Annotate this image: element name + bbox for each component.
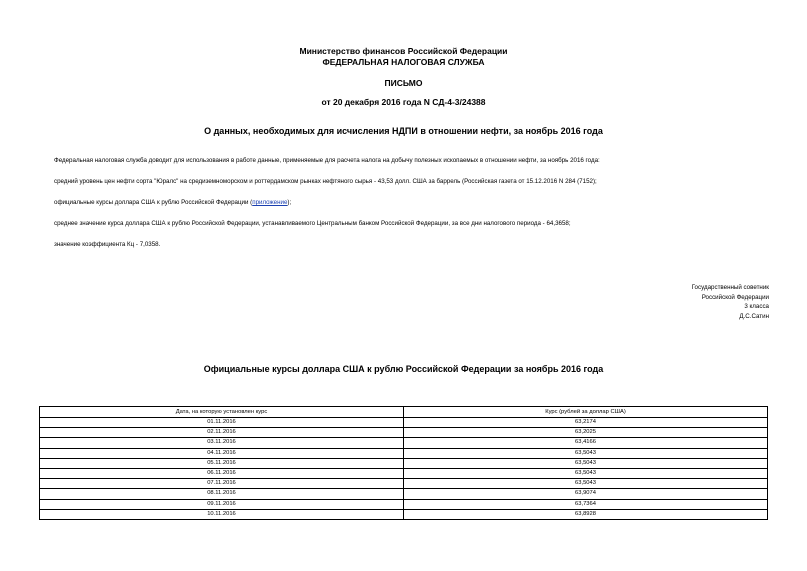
cell-rate: 63,4166 (404, 438, 768, 448)
table-row (40, 499, 768, 509)
table-row (40, 489, 768, 499)
signature-block (692, 283, 769, 321)
paragraph-exchange-rates (54, 199, 291, 206)
table-row (40, 458, 768, 468)
cell-date: 05.11.2016 (40, 458, 404, 468)
cell-date: 06.11.2016 (40, 468, 404, 478)
exchange-rates-table (39, 406, 768, 520)
cell-rate: 63,5043 (404, 468, 768, 478)
table-row (40, 448, 768, 458)
signature-title-1: Государственный советник (691, 284, 769, 291)
document-header (0, 46, 807, 68)
column-header-rate: Курс (рублей за доллар США) (404, 407, 768, 418)
signature-name: Д.С.Сатин (739, 312, 769, 320)
document-date-number: от 20 декабря 2016 года N СД-4-3/24388 (321, 97, 486, 107)
cell-date: 01.11.2016 (40, 418, 404, 428)
paragraph-exchange-rates-end: ); (287, 199, 292, 206)
document-subject: О данных, необходимых для исчисления НДПИ в отношении нефти, за ноябрь 2016 года (204, 126, 603, 136)
cell-rate: 63,9074 (404, 489, 768, 499)
document-type: ПИСЬМО (384, 78, 423, 88)
paragraph-exchange-rates-text: официальные курсы доллара США к рублю Российской Федерации ( (54, 199, 253, 206)
cell-date: 09.11.2016 (40, 499, 404, 509)
service-name: ФЕДЕРАЛЬНАЯ НАЛОГОВАЯ СЛУЖБА (322, 57, 485, 67)
column-header-date: Дата, на которую установлен курс (40, 407, 404, 418)
paragraph-intro: Федеральная налоговая служба доводит для использования в работе данные, применяемые для расчета налога на добычу полезных ископаемых в отношении нефти, за ноябрь 2016 года: (54, 157, 600, 164)
appendix-link[interactable]: приложение (252, 199, 288, 206)
table-row (40, 438, 768, 448)
signature-title-2: Российской Федерации (701, 293, 769, 301)
cell-date: 08.11.2016 (40, 489, 404, 499)
signature-title-3: 3 класса (744, 303, 769, 310)
ministry-name: Министерство финансов Российской Федерации (299, 46, 508, 56)
cell-rate: 63,5043 (404, 448, 768, 458)
table-row (40, 479, 768, 489)
appendix-title: Официальные курсы доллара США к рублю Российской Федерации за ноябрь 2016 года (203, 364, 604, 374)
paragraph-coefficient: значение коэффициента Кц - 7,0358. (54, 241, 161, 248)
cell-rate: 63,7364 (404, 499, 768, 509)
table-row (40, 509, 768, 519)
table-row (40, 428, 768, 438)
cell-date: 02.11.2016 (40, 428, 404, 438)
cell-rate: 63,2025 (404, 428, 768, 438)
cell-rate: 63,8928 (404, 509, 768, 519)
table-row (40, 468, 768, 478)
cell-date: 03.11.2016 (40, 438, 404, 448)
cell-rate: 63,5043 (404, 479, 768, 489)
paragraph-average-rate: среднее значение курса доллара США к рублю Российской Федерации, устанавливаемого Центральным банком Российской Федерации, за все дни налогового периода - 64,3658; (54, 220, 571, 227)
cell-rate: 63,2174 (404, 418, 768, 428)
table-row (40, 418, 768, 428)
cell-date: 04.11.2016 (40, 448, 404, 458)
cell-date: 07.11.2016 (40, 479, 404, 489)
cell-rate: 63,5043 (404, 458, 768, 468)
cell-date: 10.11.2016 (40, 509, 404, 519)
table-header-row (40, 407, 768, 418)
paragraph-oil-price: средний уровень цен нефти сорта "Юралс" на средиземноморском и роттердамском рынках нефтяного сырья - 43,53 долл. США за баррель (Российская газета от 15.12.2016 N 284 (7152); (54, 178, 597, 185)
